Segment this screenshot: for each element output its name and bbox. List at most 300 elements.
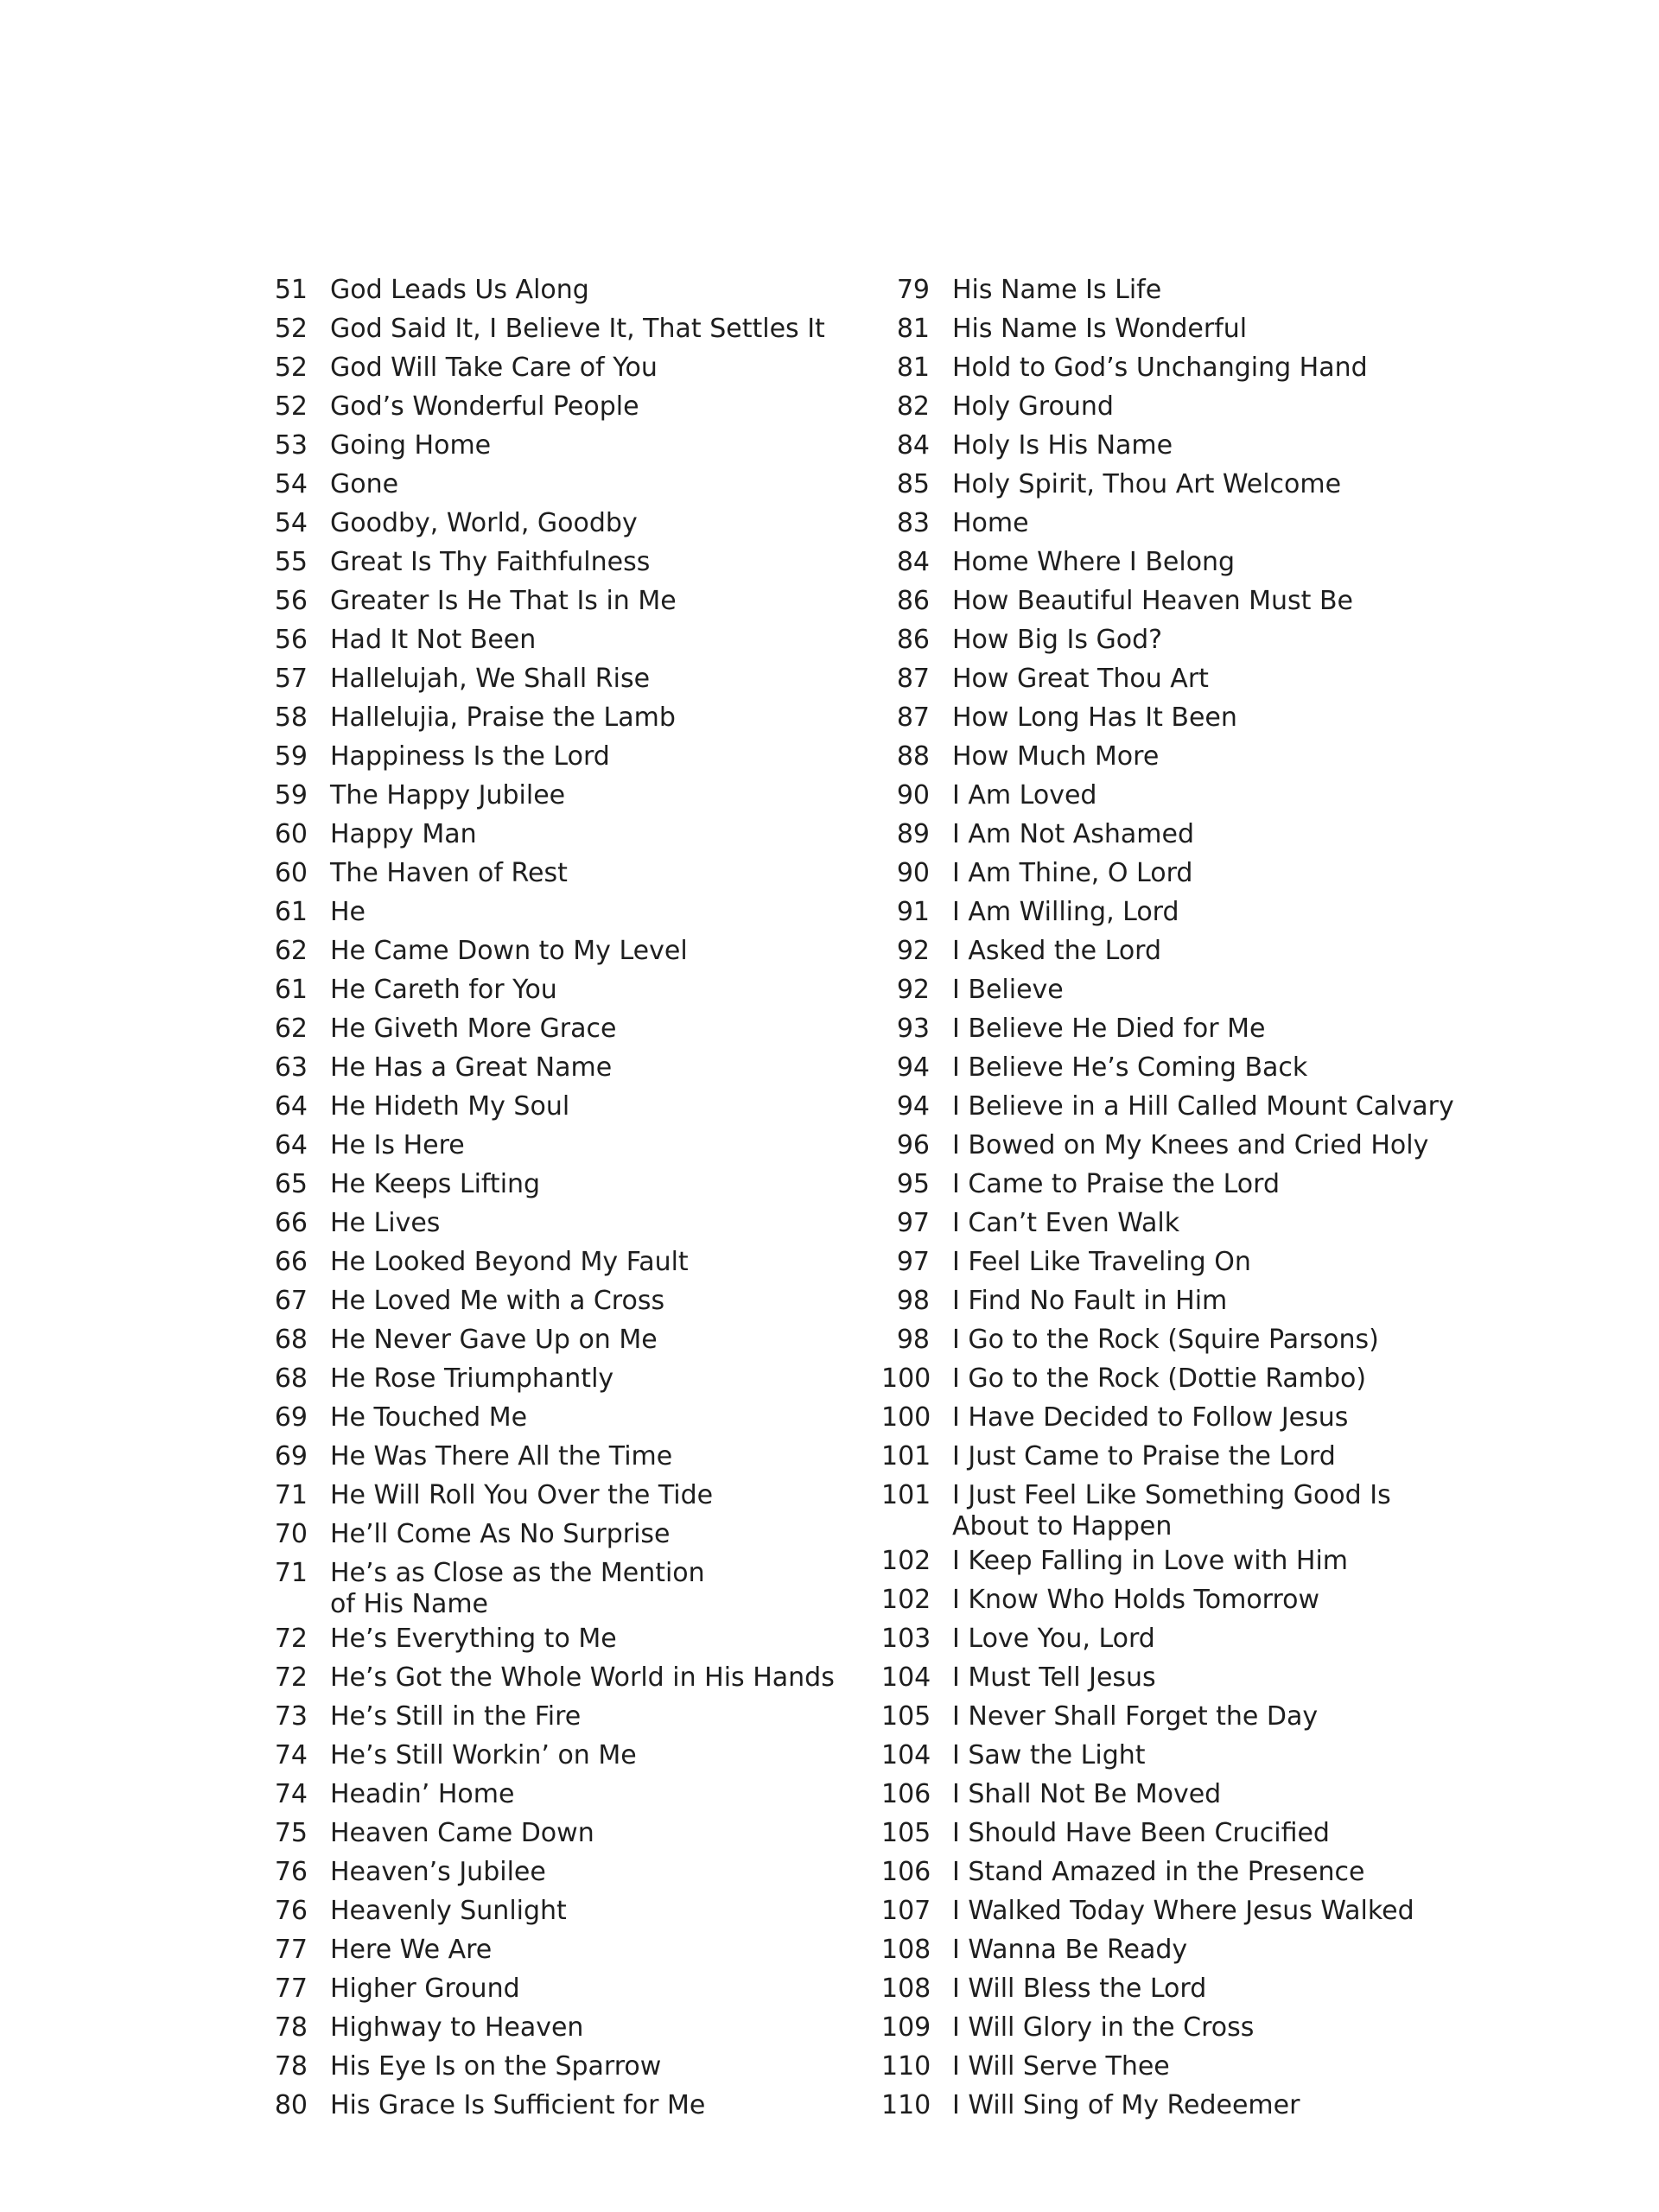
index-entry bbox=[881, 349, 1452, 388]
page-number: 104 bbox=[881, 1740, 931, 1770]
index-entry bbox=[259, 932, 881, 971]
index-column-left bbox=[259, 271, 881, 2126]
song-title bbox=[330, 582, 881, 617]
song-title bbox=[952, 543, 1452, 578]
page-number: 58 bbox=[274, 702, 308, 733]
index-entry bbox=[881, 1205, 1452, 1243]
song-title bbox=[330, 738, 881, 772]
song-title-text: I Am Loved bbox=[952, 780, 1097, 810]
song-title bbox=[330, 1892, 881, 1927]
index-entry bbox=[881, 1542, 1452, 1581]
index-entry bbox=[259, 1815, 881, 1853]
index-entry bbox=[881, 1853, 1452, 1892]
page-number: 77 bbox=[274, 1935, 308, 1965]
page-number: 72 bbox=[274, 1662, 308, 1693]
index-entry bbox=[259, 1088, 881, 1127]
page-number: 101 bbox=[881, 1441, 931, 1471]
song-title bbox=[330, 427, 881, 461]
page-number: 86 bbox=[896, 625, 930, 655]
song-title-text: I Asked the Lord bbox=[952, 936, 1162, 966]
song-title bbox=[952, 1931, 1452, 1966]
page-number: 102 bbox=[881, 1585, 931, 1615]
page-number: 88 bbox=[896, 741, 930, 772]
song-title bbox=[952, 1659, 1452, 1694]
page-number: 60 bbox=[274, 858, 308, 888]
song-title bbox=[952, 1542, 1452, 1577]
page-number: 105 bbox=[881, 1701, 931, 1732]
page-number: 100 bbox=[881, 1402, 931, 1433]
song-title-text: I Keep Falling in Love with Him bbox=[952, 1546, 1349, 1576]
page-number: 75 bbox=[274, 1818, 308, 1848]
song-title bbox=[952, 1360, 1452, 1395]
page-number: 60 bbox=[274, 819, 308, 849]
index-entry bbox=[881, 1698, 1452, 1737]
page-number: 68 bbox=[274, 1363, 308, 1394]
song-title-text: Heaven’s Jubilee bbox=[330, 1857, 546, 1887]
index-entry bbox=[881, 1477, 1452, 1542]
index-entry bbox=[259, 660, 881, 699]
index-entry bbox=[259, 1970, 881, 2009]
song-title bbox=[330, 1399, 881, 1433]
page-number: 73 bbox=[274, 1701, 308, 1732]
index-entry bbox=[881, 621, 1452, 660]
index-entry bbox=[259, 1321, 881, 1360]
index-entry bbox=[881, 1088, 1452, 1127]
song-title-text: He Is Here bbox=[330, 1130, 465, 1160]
page-number: 78 bbox=[274, 2012, 308, 2043]
page-number: 78 bbox=[274, 2051, 308, 2082]
index-entry bbox=[881, 1892, 1452, 1931]
page-number: 84 bbox=[896, 430, 930, 461]
index-entry bbox=[881, 932, 1452, 971]
index-entry bbox=[259, 1698, 881, 1737]
page-number: 105 bbox=[881, 1818, 931, 1848]
page-number: 94 bbox=[896, 1091, 930, 1122]
page-number: 68 bbox=[274, 1325, 308, 1355]
page-number: 70 bbox=[274, 1519, 308, 1549]
index-entry bbox=[881, 2048, 1452, 2087]
song-title bbox=[952, 2009, 1452, 2044]
song-title bbox=[330, 271, 881, 306]
index-entry bbox=[881, 699, 1452, 738]
index-entry bbox=[259, 777, 881, 816]
song-title-text: Holy Ground bbox=[952, 391, 1114, 422]
page-number: 102 bbox=[881, 1546, 931, 1576]
song-title bbox=[952, 1166, 1452, 1200]
page-number: 71 bbox=[274, 1480, 308, 1510]
song-title-text: Had It Not Been bbox=[330, 625, 537, 655]
index-entry bbox=[259, 310, 881, 349]
song-title-text: Home bbox=[952, 508, 1029, 538]
page-number: 74 bbox=[274, 1779, 308, 1809]
page-number: 94 bbox=[896, 1052, 930, 1083]
song-title-text: Headin’ Home bbox=[330, 1779, 515, 1809]
page-number: 90 bbox=[896, 858, 930, 888]
song-title-text: I Stand Amazed in the Presence bbox=[952, 1857, 1365, 1887]
index-entry bbox=[259, 1243, 881, 1282]
page-number: 51 bbox=[274, 275, 308, 305]
song-title-text: I Must Tell Jesus bbox=[952, 1662, 1156, 1693]
song-title bbox=[330, 388, 881, 423]
index-entry bbox=[881, 2087, 1452, 2126]
song-title-continuation: About to Happen bbox=[952, 1511, 1173, 1541]
page-number: 100 bbox=[881, 1363, 931, 1394]
song-title bbox=[330, 2048, 881, 2082]
song-title bbox=[330, 971, 881, 1006]
song-title-text: I Am Not Ashamed bbox=[952, 819, 1195, 849]
page-number: 61 bbox=[274, 975, 308, 1005]
page-number: 54 bbox=[274, 469, 308, 499]
song-title bbox=[952, 777, 1452, 811]
index-entry bbox=[259, 1620, 881, 1659]
song-title bbox=[330, 1438, 881, 1472]
song-title bbox=[952, 1581, 1452, 1616]
song-title bbox=[330, 1360, 881, 1395]
page-number: 80 bbox=[274, 2090, 308, 2120]
index-entry bbox=[881, 388, 1452, 427]
song-title bbox=[330, 1010, 881, 1045]
index-entry bbox=[881, 1282, 1452, 1321]
song-title-text: How Big Is God? bbox=[952, 625, 1163, 655]
song-title bbox=[952, 388, 1452, 423]
index-entry bbox=[259, 271, 881, 310]
song-title-text: I Will Sing of My Redeemer bbox=[952, 2090, 1300, 2120]
page-number: 64 bbox=[274, 1091, 308, 1122]
index-entry bbox=[259, 1892, 881, 1931]
song-title-text: His Eye Is on the Sparrow bbox=[330, 2051, 662, 2082]
song-title-text: I Bowed on My Knees and Cried Holy bbox=[952, 1130, 1429, 1160]
song-title-text: Hold to God’s Unchanging Hand bbox=[952, 353, 1368, 383]
song-title-text: He Careth for You bbox=[330, 975, 557, 1005]
song-title-text: Highway to Heaven bbox=[330, 2012, 584, 2043]
song-title bbox=[330, 2087, 881, 2121]
song-title-text: I Have Decided to Follow Jesus bbox=[952, 1402, 1349, 1433]
page-number: 106 bbox=[881, 1857, 931, 1887]
song-title-text: He’s Everything to Me bbox=[330, 1624, 617, 1654]
song-title-text: I Believe He Died for Me bbox=[952, 1014, 1266, 1044]
index-entry bbox=[259, 1360, 881, 1399]
song-title-text: I Will Bless the Lord bbox=[952, 1974, 1207, 2004]
song-title bbox=[952, 1049, 1452, 1084]
song-title bbox=[952, 1399, 1452, 1433]
page-number: 59 bbox=[274, 780, 308, 810]
page-number: 110 bbox=[881, 2051, 931, 2082]
index-entry bbox=[881, 1049, 1452, 1088]
song-title bbox=[952, 1205, 1452, 1239]
index-entry bbox=[881, 2009, 1452, 2048]
song-title-text: He Came Down to My Level bbox=[330, 936, 688, 966]
page-number: 53 bbox=[274, 430, 308, 461]
song-title-text: His Name Is Life bbox=[952, 275, 1162, 305]
song-title bbox=[952, 1088, 1454, 1122]
index-entry bbox=[881, 1815, 1452, 1853]
index-entry bbox=[881, 1321, 1452, 1360]
song-title bbox=[952, 1853, 1452, 1888]
song-title-text: How Great Thou Art bbox=[952, 664, 1209, 694]
index-entry bbox=[881, 1399, 1452, 1438]
index-entry bbox=[881, 971, 1452, 1010]
song-title-text: Hallelujah, We Shall Rise bbox=[330, 664, 651, 694]
song-title-text: I Saw the Light bbox=[952, 1740, 1146, 1770]
page-number: 84 bbox=[896, 547, 930, 577]
song-title-text: How Beautiful Heaven Must Be bbox=[952, 586, 1353, 616]
song-title-text: He Lives bbox=[330, 1208, 441, 1238]
song-title-text: Hallelujia, Praise the Lamb bbox=[330, 702, 676, 733]
page-number: 62 bbox=[274, 936, 308, 966]
song-title bbox=[952, 310, 1452, 345]
page-number: 59 bbox=[274, 741, 308, 772]
song-title bbox=[330, 466, 881, 500]
page-number: 66 bbox=[274, 1247, 308, 1277]
page-number: 108 bbox=[881, 1974, 931, 2004]
index-entry bbox=[259, 427, 881, 466]
song-title-text: I Am Thine, O Lord bbox=[952, 858, 1193, 888]
song-title-text: I Can’t Even Walk bbox=[952, 1208, 1180, 1238]
song-title-text: I Love You, Lord bbox=[952, 1624, 1155, 1654]
song-title-text: Holy Spirit, Thou Art Welcome bbox=[952, 469, 1342, 499]
song-title bbox=[952, 1438, 1452, 1472]
song-title-text: Happiness Is the Lord bbox=[330, 741, 610, 772]
page-number: 87 bbox=[896, 702, 930, 733]
song-title bbox=[330, 1659, 881, 1694]
page-number: 76 bbox=[274, 1896, 308, 1926]
song-title bbox=[330, 1516, 881, 1550]
song-title bbox=[952, 893, 1452, 928]
index-entry bbox=[881, 777, 1452, 816]
page-number: 72 bbox=[274, 1624, 308, 1654]
index-entry bbox=[881, 660, 1452, 699]
song-title-text: I Shall Not Be Moved bbox=[952, 1779, 1222, 1809]
song-title bbox=[330, 1127, 881, 1161]
page-number: 67 bbox=[274, 1286, 308, 1316]
index-entry bbox=[259, 1931, 881, 1970]
index-entry bbox=[259, 1554, 881, 1620]
song-title bbox=[952, 505, 1452, 539]
page-number: 76 bbox=[274, 1857, 308, 1887]
song-title bbox=[952, 1282, 1452, 1317]
song-title bbox=[330, 1282, 881, 1317]
song-title-text: Home Where I Belong bbox=[952, 547, 1236, 577]
song-title bbox=[952, 660, 1452, 695]
page-number: 79 bbox=[896, 275, 930, 305]
song-title-text: How Long Has It Been bbox=[952, 702, 1237, 733]
index-entry bbox=[881, 271, 1452, 310]
song-title bbox=[952, 1243, 1452, 1278]
index-entry bbox=[259, 1166, 881, 1205]
song-title bbox=[952, 1477, 1452, 1542]
song-title-text: He’s Got the Whole World in His Hands bbox=[330, 1662, 835, 1693]
index-entry bbox=[881, 1010, 1452, 1049]
page-number: 55 bbox=[274, 547, 308, 577]
song-title-text: God Leads Us Along bbox=[330, 275, 589, 305]
song-title bbox=[330, 2009, 881, 2044]
song-title-text: I Find No Fault in Him bbox=[952, 1286, 1228, 1316]
page-number: 87 bbox=[896, 664, 930, 694]
index-entry bbox=[259, 1010, 881, 1049]
song-title bbox=[952, 1815, 1452, 1849]
song-title-text: He bbox=[330, 897, 366, 927]
index-entry bbox=[881, 1166, 1452, 1205]
song-title bbox=[330, 1698, 881, 1732]
index-entry bbox=[881, 427, 1452, 466]
song-title bbox=[952, 1010, 1452, 1045]
page-number: 109 bbox=[881, 2012, 931, 2043]
song-title-text: His Name Is Wonderful bbox=[952, 314, 1248, 344]
song-title-text: I Will Serve Thee bbox=[952, 2051, 1170, 2082]
page-number: 93 bbox=[896, 1014, 930, 1044]
song-title-text: Great Is Thy Faithfulness bbox=[330, 547, 651, 577]
song-title bbox=[952, 427, 1452, 461]
song-title bbox=[952, 349, 1452, 384]
song-title-text: I Just Feel Like Something Good Is bbox=[952, 1480, 1391, 1510]
song-title-text: He Looked Beyond My Fault bbox=[330, 1247, 689, 1277]
page-number: 101 bbox=[881, 1480, 931, 1510]
index-entry bbox=[881, 855, 1452, 893]
page-number: 91 bbox=[896, 897, 930, 927]
page-number: 89 bbox=[896, 819, 930, 849]
page-number: 97 bbox=[896, 1208, 930, 1238]
song-title bbox=[330, 1477, 881, 1511]
song-title bbox=[952, 699, 1452, 734]
index-entry bbox=[259, 2009, 881, 2048]
song-title bbox=[330, 1166, 881, 1200]
song-title bbox=[952, 582, 1452, 617]
page-number: 106 bbox=[881, 1779, 931, 1809]
song-title-text: He Was There All the Time bbox=[330, 1441, 673, 1471]
song-title bbox=[330, 855, 881, 889]
page-number: 69 bbox=[274, 1402, 308, 1433]
index-entry bbox=[881, 1620, 1452, 1659]
page-number: 81 bbox=[896, 353, 930, 383]
song-title-text: He Touched Me bbox=[330, 1402, 528, 1433]
index-entry bbox=[881, 816, 1452, 855]
index-entry bbox=[259, 621, 881, 660]
index-entry bbox=[881, 310, 1452, 349]
song-title bbox=[952, 932, 1452, 967]
song-title-text: He’s Still Workin’ on Me bbox=[330, 1740, 637, 1770]
index-entry bbox=[881, 1970, 1452, 2009]
song-title bbox=[330, 777, 881, 811]
page-number: 56 bbox=[274, 586, 308, 616]
index-entry bbox=[881, 466, 1452, 505]
index-entry bbox=[259, 1737, 881, 1776]
index-entry bbox=[881, 1737, 1452, 1776]
index-entry bbox=[881, 505, 1452, 543]
song-title-continuation: of His Name bbox=[330, 1589, 489, 1619]
song-title-text: I Just Came to Praise the Lord bbox=[952, 1441, 1336, 1471]
page-number: 110 bbox=[881, 2090, 931, 2120]
page-number: 63 bbox=[274, 1052, 308, 1083]
index-entry bbox=[881, 1127, 1452, 1166]
song-title-text: Higher Ground bbox=[330, 1974, 520, 2004]
song-title-text: I Came to Praise the Lord bbox=[952, 1169, 1280, 1199]
song-title bbox=[952, 971, 1452, 1006]
song-title bbox=[952, 1970, 1452, 2005]
page-number: 52 bbox=[274, 314, 308, 344]
song-title-text: I Wanna Be Ready bbox=[952, 1935, 1188, 1965]
page-number: 82 bbox=[896, 391, 930, 422]
song-title bbox=[330, 1815, 881, 1849]
song-title bbox=[330, 310, 881, 345]
index-entry bbox=[259, 1438, 881, 1477]
song-title bbox=[952, 271, 1452, 306]
page-number: 62 bbox=[274, 1014, 308, 1044]
page-number: 108 bbox=[881, 1935, 931, 1965]
page-number: 96 bbox=[896, 1130, 930, 1160]
song-title bbox=[952, 1321, 1452, 1356]
song-title-text: I Am Willing, Lord bbox=[952, 897, 1179, 927]
index-entry bbox=[259, 466, 881, 505]
song-title-text: He Loved Me with a Cross bbox=[330, 1286, 665, 1316]
index-entry bbox=[259, 543, 881, 582]
page-number: 64 bbox=[274, 1130, 308, 1160]
song-title bbox=[330, 1776, 881, 1810]
page-number: 103 bbox=[881, 1624, 931, 1654]
index-entry bbox=[259, 582, 881, 621]
song-title-text: He Rose Triumphantly bbox=[330, 1363, 614, 1394]
page-number: 69 bbox=[274, 1441, 308, 1471]
index-entry bbox=[259, 855, 881, 893]
index-entry bbox=[881, 1659, 1452, 1698]
song-title-text: He’s Still in the Fire bbox=[330, 1701, 582, 1732]
index-entry bbox=[259, 1477, 881, 1516]
song-title-text: He’s as Close as the Mention bbox=[330, 1558, 705, 1588]
song-title-text: I Go to the Rock (Dottie Rambo) bbox=[952, 1363, 1367, 1394]
index-entry bbox=[881, 738, 1452, 777]
page-number: 54 bbox=[274, 508, 308, 538]
index-entry bbox=[259, 1776, 881, 1815]
song-title-text: The Happy Jubilee bbox=[330, 780, 566, 810]
song-title bbox=[330, 699, 881, 734]
song-title bbox=[330, 1620, 881, 1655]
index-entry bbox=[259, 816, 881, 855]
song-title bbox=[952, 1892, 1452, 1927]
index-entry bbox=[259, 893, 881, 932]
song-title bbox=[952, 2087, 1452, 2121]
index-entry bbox=[881, 1360, 1452, 1399]
index-entry bbox=[881, 582, 1452, 621]
page-number: 56 bbox=[274, 625, 308, 655]
song-title bbox=[330, 1321, 881, 1356]
song-title bbox=[330, 621, 881, 656]
page-number: 92 bbox=[896, 975, 930, 1005]
song-title-text: Going Home bbox=[330, 430, 492, 461]
page-number: 90 bbox=[896, 780, 930, 810]
page-number: 98 bbox=[896, 1325, 930, 1355]
index-entry bbox=[881, 1581, 1452, 1620]
song-title bbox=[952, 1737, 1452, 1771]
page-number: 81 bbox=[896, 314, 930, 344]
page-number: 65 bbox=[274, 1169, 308, 1199]
page-number: 85 bbox=[896, 469, 930, 499]
song-title bbox=[330, 893, 881, 928]
song-title-text: I Will Glory in the Cross bbox=[952, 2012, 1255, 2043]
song-title bbox=[952, 1776, 1452, 1810]
song-title-text: He Giveth More Grace bbox=[330, 1014, 617, 1044]
song-title bbox=[330, 349, 881, 384]
song-title bbox=[952, 1127, 1452, 1161]
song-title-text: I Go to the Rock (Squire Parsons) bbox=[952, 1325, 1379, 1355]
song-title-text: God Said It, I Believe It, That Settles It bbox=[330, 314, 825, 344]
index-entry bbox=[881, 1776, 1452, 1815]
song-title-text: His Grace Is Sufficient for Me bbox=[330, 2090, 706, 2120]
song-title bbox=[952, 466, 1452, 500]
index-entry bbox=[259, 1659, 881, 1698]
song-title-text: Heaven Came Down bbox=[330, 1818, 594, 1848]
song-title-text: He Keeps Lifting bbox=[330, 1169, 541, 1199]
page-number: 92 bbox=[896, 936, 930, 966]
page-number: 52 bbox=[274, 391, 308, 422]
